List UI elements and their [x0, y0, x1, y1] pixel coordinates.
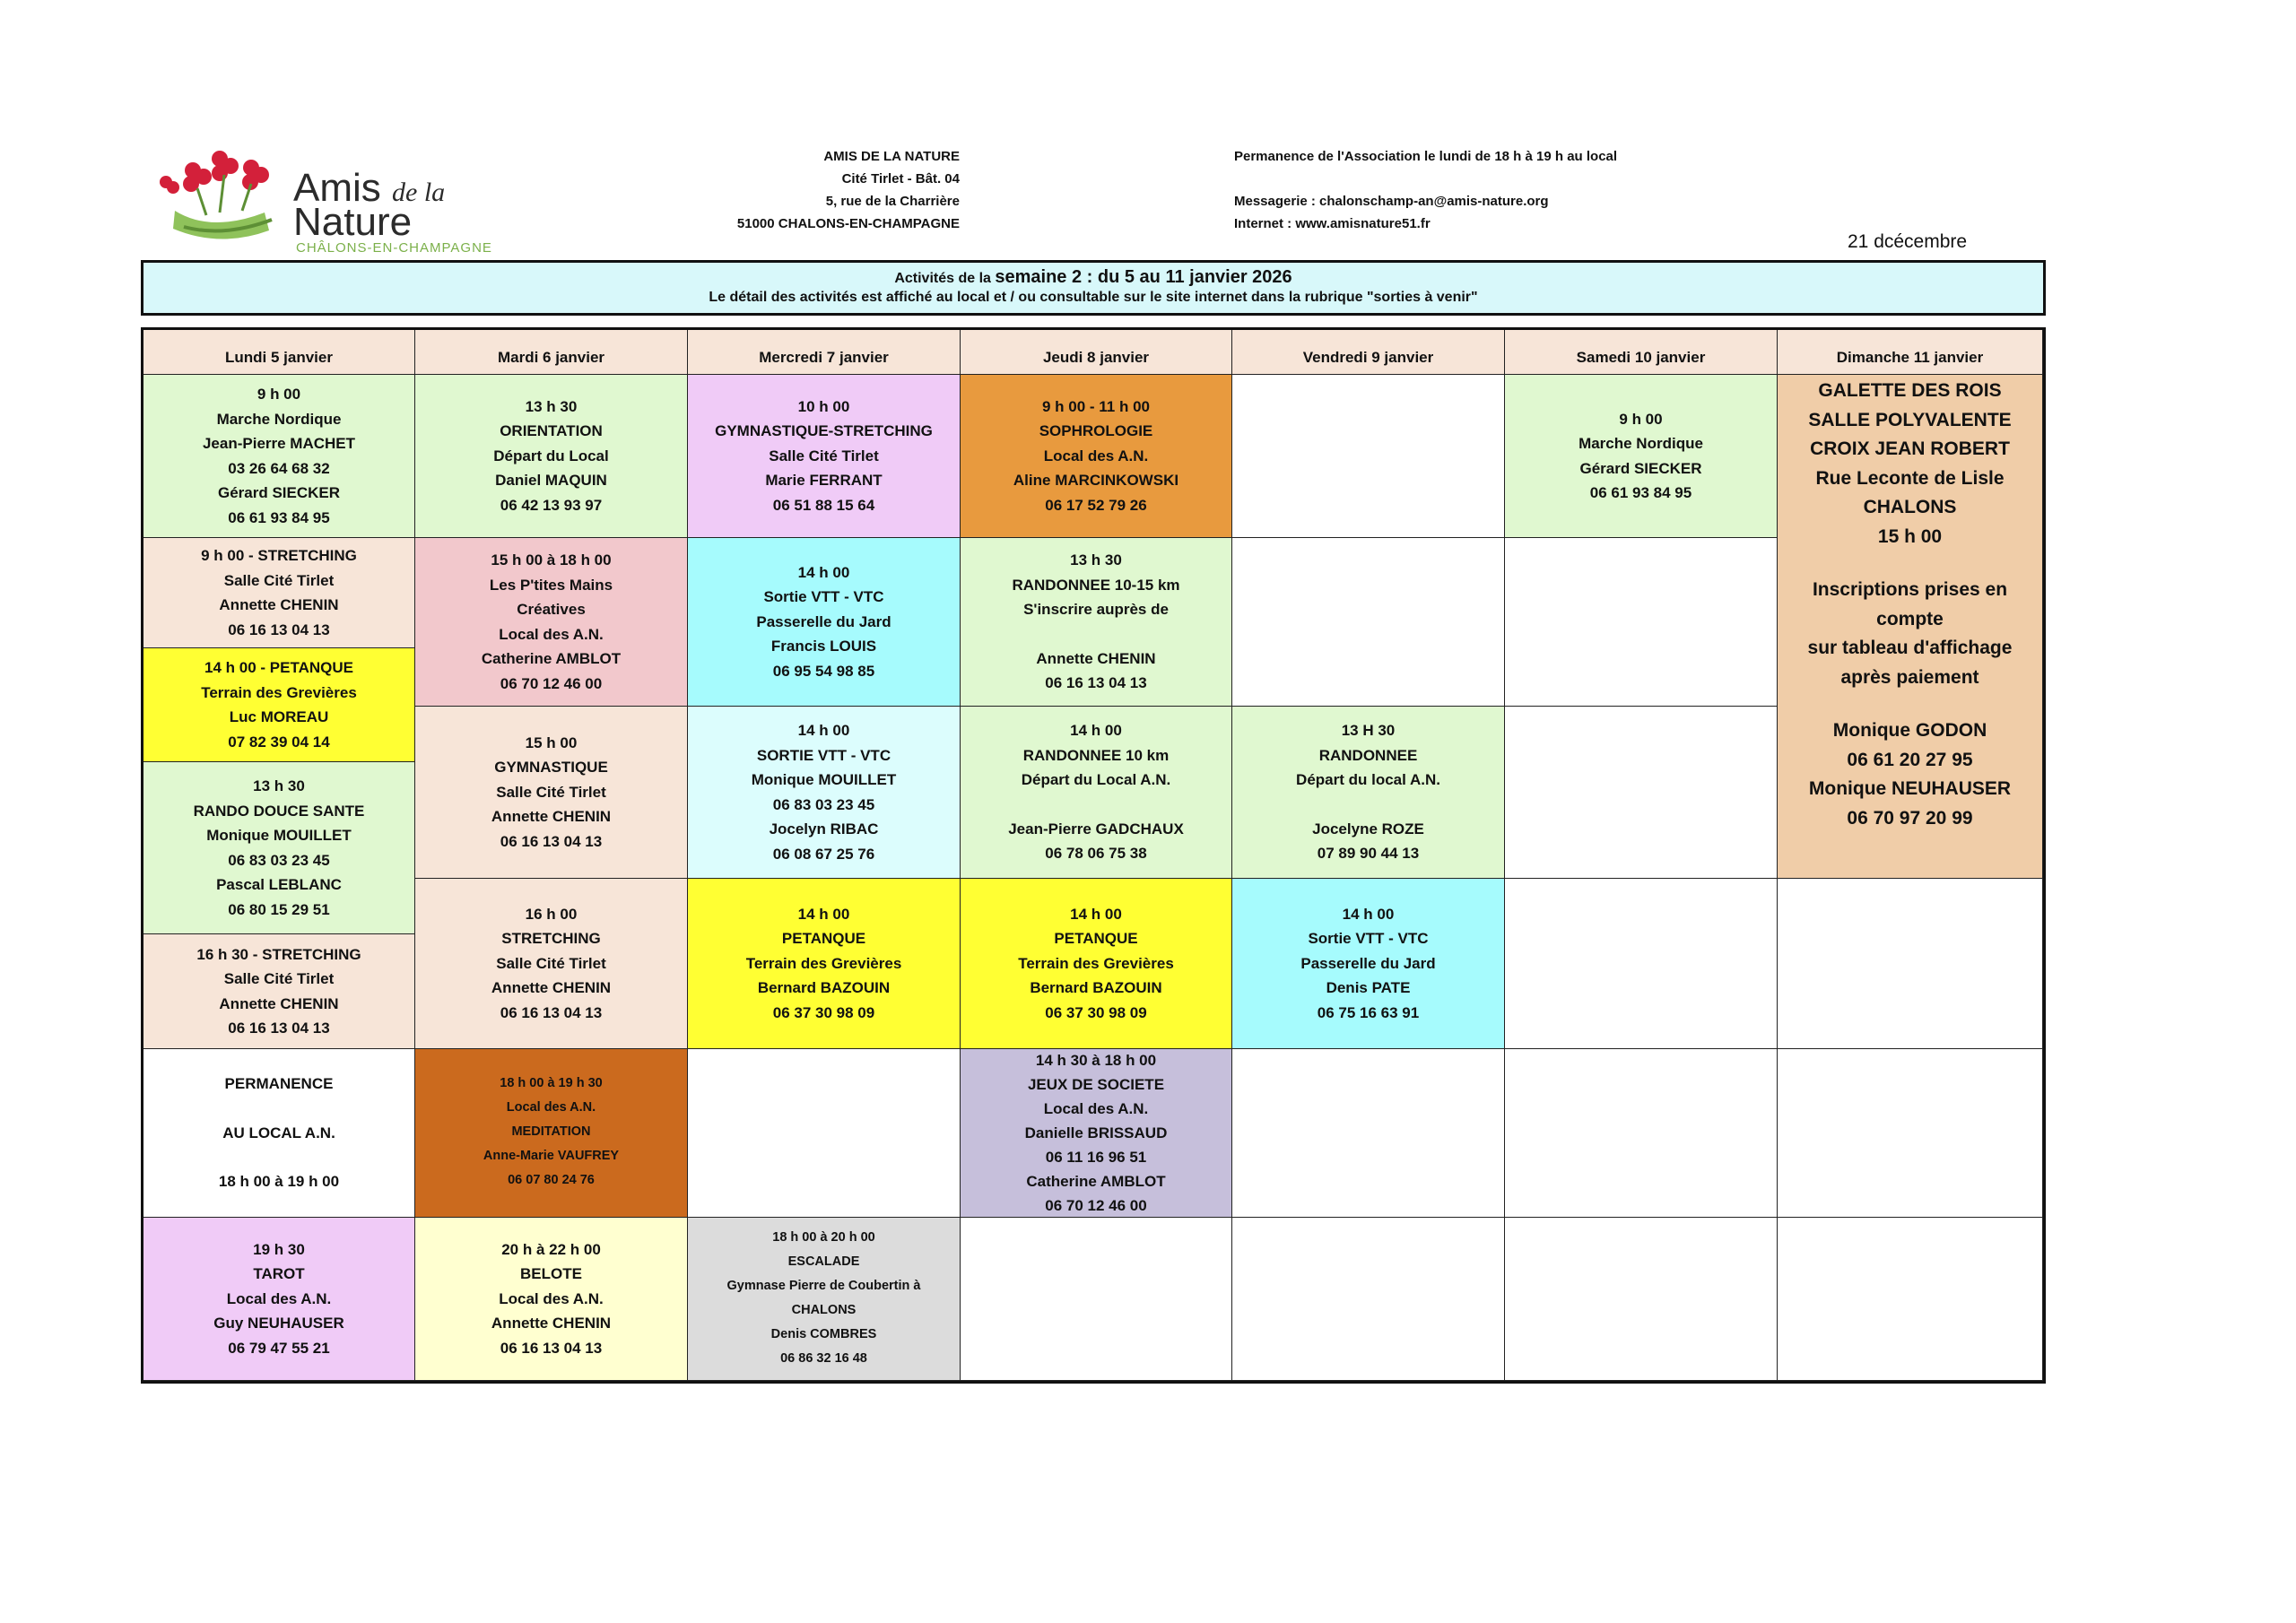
activity-line: RANDONNEE 10 km — [1022, 746, 1170, 764]
day-header: Mardi 6 janvier — [415, 330, 688, 375]
activity-cell — [144, 934, 415, 1049]
activity-line: 06 75 16 63 91 — [1317, 1003, 1420, 1021]
day-header: Vendredi 9 janvier — [1232, 330, 1505, 375]
activity-line: 14 h 00 — [797, 563, 850, 581]
activity-line: après paiement — [1840, 666, 1979, 688]
activity-line: 14 h 30 à 18 h 00 — [1035, 1052, 1157, 1069]
activity-cell — [1505, 375, 1778, 538]
activity-line: Anne-Marie VAUFREY — [483, 1149, 620, 1163]
activity-line: Terrain des Grevières — [1018, 954, 1174, 972]
activity-line: Local des A.N. — [506, 1100, 596, 1115]
activity-line: GYMNASTIQUE-STRETCHING — [715, 422, 933, 440]
activity-line: 9 h 00 - 11 h 00 — [1041, 397, 1150, 415]
activity-line: Créatives — [517, 601, 586, 618]
activity-line: Bernard BAZOUIN — [1030, 979, 1162, 997]
empty-cell — [688, 1049, 961, 1218]
activity-line: 06 42 13 93 97 — [500, 496, 603, 514]
activity-line: 15 h 00 — [525, 733, 578, 751]
activity-line: Terrain des Grevières — [745, 954, 902, 972]
logo-word-nature: Nature — [293, 200, 413, 244]
org-line: Cité Tirlet - Bât. 04 — [841, 171, 960, 187]
activity-cell — [415, 375, 688, 538]
empty-cell — [1505, 707, 1778, 879]
activity-cell — [688, 879, 961, 1049]
org-line: 51000 CHALONS-EN-CHAMPAGNE — [736, 216, 960, 231]
activity-line: PETANQUE — [1054, 930, 1138, 948]
activity-cell — [961, 707, 1232, 879]
activity-line: Salle Cité Tirlet — [496, 783, 606, 801]
activity-line: 06 16 13 04 13 — [228, 1020, 330, 1037]
activity-line: 18 h 00 à 19 h 30 — [500, 1076, 603, 1090]
activity-line: Départ du Local — [493, 447, 609, 464]
activity-line: 06 80 15 29 51 — [228, 900, 330, 918]
activity-line: Catherine AMBLOT — [481, 650, 622, 667]
activity-line: Jocelyne ROZE — [1312, 820, 1424, 838]
activity-line: PETANQUE — [781, 930, 866, 948]
activity-line: Gérard SIECKER — [217, 484, 341, 501]
activity-line: 03 26 64 68 32 — [228, 459, 330, 477]
activity-line: 16 h 00 — [525, 905, 578, 923]
day-header: Jeudi 8 janvier — [961, 330, 1232, 375]
activity-line: 06 16 13 04 13 — [1045, 674, 1147, 692]
activity-line: 9 h 00 — [1619, 410, 1663, 428]
activity-line: Monique MOUILLET — [206, 827, 352, 844]
activity-line: Marche Nordique — [1578, 435, 1703, 452]
activity-line: 15 h 00 — [1877, 525, 1943, 547]
day-header: Lundi 5 janvier — [144, 330, 415, 375]
activity-line: Monique MOUILLET — [751, 771, 897, 788]
activity-line: Jean-Pierre GADCHAUX — [1008, 820, 1184, 838]
activity-line: 14 h 00 — [1070, 722, 1122, 740]
activity-line: 06 08 67 25 76 — [772, 845, 875, 863]
activity-line: Local des A.N. — [499, 1289, 604, 1307]
activity-line: Denis COMBRES — [770, 1326, 877, 1341]
activity-line: 14 h 00 — [797, 905, 850, 923]
activity-cell — [688, 375, 961, 538]
empty-cell — [1505, 538, 1778, 707]
info-line: Internet : www.amisnature51.fr — [1234, 216, 1431, 231]
activity-cell — [415, 1218, 688, 1381]
empty-cell — [1505, 1049, 1778, 1218]
activity-cell — [415, 538, 688, 707]
activity-line: Annette CHENIN — [491, 979, 612, 997]
activity-line: Inscriptions prises en — [1812, 579, 2008, 600]
activity-line: Pascal LEBLANC — [216, 876, 342, 893]
activity-line: 9 h 00 — [257, 386, 301, 403]
activity-line: Salle Cité Tirlet — [496, 954, 606, 972]
activity-line: Salle Cité Tirlet — [223, 970, 335, 987]
activity-line: CHALONS — [1863, 497, 1957, 517]
activity-cell — [415, 879, 688, 1049]
day-header: Dimanche 11 janvier — [1778, 330, 2043, 375]
activity-line: Départ du local A.N. — [1296, 771, 1440, 789]
org-info — [1234, 145, 1617, 235]
activity-line: 06 37 30 98 09 — [772, 1003, 875, 1021]
empty-cell — [1232, 538, 1505, 707]
activity-line: 06 95 54 98 85 — [772, 662, 875, 680]
org-line: AMIS DE LA NATURE — [823, 149, 960, 164]
activity-line: S'inscrire auprès de — [1023, 601, 1169, 619]
activity-line: 06 86 32 16 48 — [780, 1350, 867, 1366]
org-line: 5, rue de la Charrière — [825, 194, 960, 209]
activity-line: RANDO DOUCE SANTE — [193, 802, 365, 820]
activity-line: Catherine AMBLOT — [1026, 1173, 1166, 1190]
activity-line: Départ du Local A.N. — [1021, 771, 1171, 789]
activity-line: CROIX JEAN ROBERT — [1810, 438, 2010, 459]
activity-line: ESCALADE — [787, 1254, 860, 1269]
activity-line: Sortie VTT - VTC — [1308, 930, 1429, 948]
activity-line: 06 78 06 75 38 — [1045, 845, 1147, 863]
activity-cell — [688, 707, 961, 879]
activity-cell — [144, 1218, 415, 1381]
activity-line: 06 17 52 79 26 — [1045, 496, 1147, 514]
activity-line: Marie FERRANT — [765, 472, 883, 490]
activity-line: 06 61 93 84 95 — [1589, 484, 1692, 501]
activity-line: PERMANENCE — [224, 1075, 334, 1093]
activity-cell — [688, 538, 961, 707]
activity-line: JEUX DE SOCIETE — [1027, 1076, 1165, 1093]
activity-line: compte — [1876, 608, 1944, 629]
activity-cell — [961, 1049, 1232, 1218]
activity-line: 06 61 93 84 95 — [228, 508, 330, 526]
activity-line: BELOTE — [520, 1265, 582, 1283]
info-line: Permanence de l'Association le lundi de 18 h à 19 h au local — [1234, 149, 1618, 164]
activity-line: Les P'tites Mains — [489, 576, 613, 594]
activity-cell — [961, 879, 1232, 1049]
activity-line: MEDITATION — [511, 1124, 591, 1139]
activity-line: Danielle BRISSAUD — [1024, 1124, 1168, 1141]
activity-line: GALETTE DES ROIS — [1818, 380, 2002, 401]
activity-line: 06 70 97 20 99 — [1847, 807, 1973, 829]
activity-line: Luc MOREAU — [229, 708, 329, 725]
info-line: Messagerie : chalonschamp-an@amis-nature.org — [1234, 194, 1549, 209]
activity-line: Local des A.N. — [1043, 1100, 1149, 1117]
day-header: Samedi 10 janvier — [1505, 330, 1778, 375]
activity-line: Annette CHENIN — [219, 596, 339, 613]
activity-line: 06 70 12 46 00 — [1045, 1197, 1147, 1214]
activity-cell — [415, 1049, 688, 1218]
flowers-hands-icon — [157, 148, 291, 257]
activity-line: 07 89 90 44 13 — [1317, 845, 1420, 863]
activity-line: 06 07 80 24 76 — [508, 1173, 595, 1187]
activity-cell — [144, 762, 415, 934]
activity-line: 19 h 30 — [253, 1240, 305, 1258]
activity-line: 06 16 13 04 13 — [228, 621, 330, 638]
empty-cell — [1778, 1218, 2043, 1381]
activity-line: Marche Nordique — [216, 410, 342, 428]
activity-line: SORTIE VTT - VTC — [756, 746, 891, 764]
activity-line: 14 h 00 - PETANQUE — [204, 659, 353, 676]
org-address — [628, 145, 960, 235]
activity-line: Local des A.N. — [1043, 447, 1149, 464]
activity-line: Aline MARCINKOWSKI — [1013, 472, 1179, 490]
association-logo — [157, 148, 543, 257]
activity-line: 07 82 39 04 14 — [228, 733, 330, 751]
activity-line: 18 h 00 à 19 h 00 — [218, 1173, 340, 1191]
activity-line: 18 h 00 à 20 h 00 — [772, 1229, 875, 1245]
activity-cell — [1232, 707, 1505, 879]
activity-line: Guy NEUHAUSER — [213, 1315, 344, 1332]
activity-cell — [1778, 375, 2043, 879]
activity-line: Jocelyn RIBAC — [769, 820, 879, 838]
activity-line: 06 70 12 46 00 — [500, 674, 603, 692]
activity-line: ORIENTATION — [500, 422, 603, 440]
empty-cell — [1232, 375, 1505, 538]
activity-line: Denis PATE — [1326, 979, 1411, 997]
activity-line: Francis LOUIS — [770, 638, 877, 655]
activity-line: Terrain des Grevières — [201, 683, 357, 701]
logo-word-amis: Amis de la — [293, 166, 446, 210]
activity-line: 06 83 03 23 45 — [772, 795, 875, 813]
banner-subtitle: Le détail des activités est affiché au local et / ou consultable sur le site internet dans la rubrique "sorties à venir" — [709, 290, 1478, 305]
activity-line: 06 83 03 23 45 — [228, 851, 330, 869]
empty-cell — [1505, 1218, 1778, 1381]
activity-line: 06 61 20 27 95 — [1847, 749, 1973, 770]
empty-cell — [1232, 1218, 1505, 1381]
activity-cell — [961, 538, 1232, 707]
schedule-grid — [141, 327, 2046, 1384]
banner-title: Activités de la semaine 2 : du 5 au 11 janvier 2026 — [894, 267, 1292, 287]
activity-line: 9 h 00 - STRETCHING — [201, 547, 357, 564]
activity-line: 16 h 30 - STRETCHING — [196, 945, 361, 963]
activity-line: Local des A.N. — [499, 625, 604, 643]
logo-subtitle: CHÂLONS-EN-CHAMPAGNE — [296, 240, 492, 256]
empty-cell — [1232, 1049, 1505, 1218]
activity-line: 06 79 47 55 21 — [228, 1339, 330, 1357]
activity-cell — [961, 375, 1232, 538]
activity-line: Annette CHENIN — [491, 1315, 612, 1332]
empty-cell — [1505, 879, 1778, 1049]
activity-line: RANDONNEE 10-15 km — [1012, 576, 1180, 594]
activity-line: Salle Cité Tirlet — [223, 571, 335, 589]
activity-line: 15 h 00 à 18 h 00 — [491, 551, 612, 568]
activity-line: 10 h 00 — [797, 397, 850, 415]
activity-line: RANDONNEE — [1318, 746, 1418, 764]
activity-line: Local des A.N. — [226, 1289, 332, 1307]
activity-line: 06 16 13 04 13 — [500, 1003, 603, 1021]
activity-line: Salle Cité Tirlet — [769, 447, 879, 464]
activity-cell — [144, 648, 415, 762]
activity-cell — [144, 538, 415, 648]
activity-line: SALLE POLYVALENTE — [1808, 409, 2012, 430]
activity-line: 13 h 30 — [1070, 551, 1122, 569]
activity-line: Gymnase Pierre de Coubertin à — [726, 1278, 921, 1293]
activity-line: Annette CHENIN — [219, 994, 339, 1012]
empty-cell — [961, 1218, 1232, 1381]
day-header: Mercredi 7 janvier — [688, 330, 961, 375]
activity-line: AU LOCAL A.N. — [222, 1124, 335, 1141]
activity-line: Annette CHENIN — [491, 808, 612, 826]
activity-line: Gérard SIECKER — [1579, 459, 1702, 477]
activity-line: Passerelle du Jard — [1300, 954, 1436, 972]
activity-line: Bernard BAZOUIN — [757, 979, 891, 997]
activity-line: 06 16 13 04 13 — [500, 832, 603, 850]
activity-line: 14 h 00 — [797, 722, 850, 739]
activity-line: Passerelle du Jard — [756, 612, 891, 630]
activity-line: GYMNASTIQUE — [494, 759, 608, 777]
activity-line: 06 51 88 15 64 — [772, 496, 875, 514]
activity-line: 14 h 00 — [1342, 905, 1395, 923]
activity-line: CHALONS — [791, 1302, 857, 1317]
activity-line: 06 11 16 96 51 — [1045, 1149, 1147, 1166]
activity-line: 13 H 30 — [1341, 722, 1396, 740]
activity-line: sur tableau d'affichage — [1807, 638, 2013, 658]
activity-line: Sortie VTT - VTC — [763, 588, 884, 606]
activity-line: Daniel MAQUIN — [495, 472, 607, 490]
activity-line: STRETCHING — [501, 930, 601, 948]
info-line — [1234, 168, 1617, 190]
activity-line: 06 37 30 98 09 — [1045, 1003, 1147, 1021]
week-banner — [141, 260, 2046, 316]
activity-cell — [144, 1049, 415, 1218]
activity-cell — [144, 375, 415, 538]
activity-line: Annette CHENIN — [1036, 649, 1156, 667]
activity-line: Monique GODON — [1832, 720, 1987, 741]
activity-line: 14 h 00 — [1070, 905, 1122, 923]
activity-cell — [688, 1218, 961, 1381]
activity-line: 06 16 13 04 13 — [500, 1339, 603, 1357]
activity-cell — [1232, 879, 1505, 1049]
empty-cell — [1778, 1049, 2043, 1218]
activity-line: SOPHROLOGIE — [1039, 422, 1153, 440]
empty-cell — [1778, 879, 2043, 1049]
activity-line: Rue Leconte de Lisle — [1815, 467, 2005, 489]
document-date: 21 dcécembre — [1848, 231, 1968, 252]
activity-line: Monique NEUHAUSER — [1808, 778, 2012, 799]
activity-line: 20 h à 22 h 00 — [501, 1240, 601, 1258]
activity-cell — [415, 707, 688, 879]
activity-line: TAROT — [253, 1265, 305, 1283]
activity-line: 13 h 30 — [253, 777, 305, 794]
activity-line: Jean-Pierre MACHET — [202, 435, 356, 452]
activity-line: 13 h 30 — [525, 397, 578, 415]
